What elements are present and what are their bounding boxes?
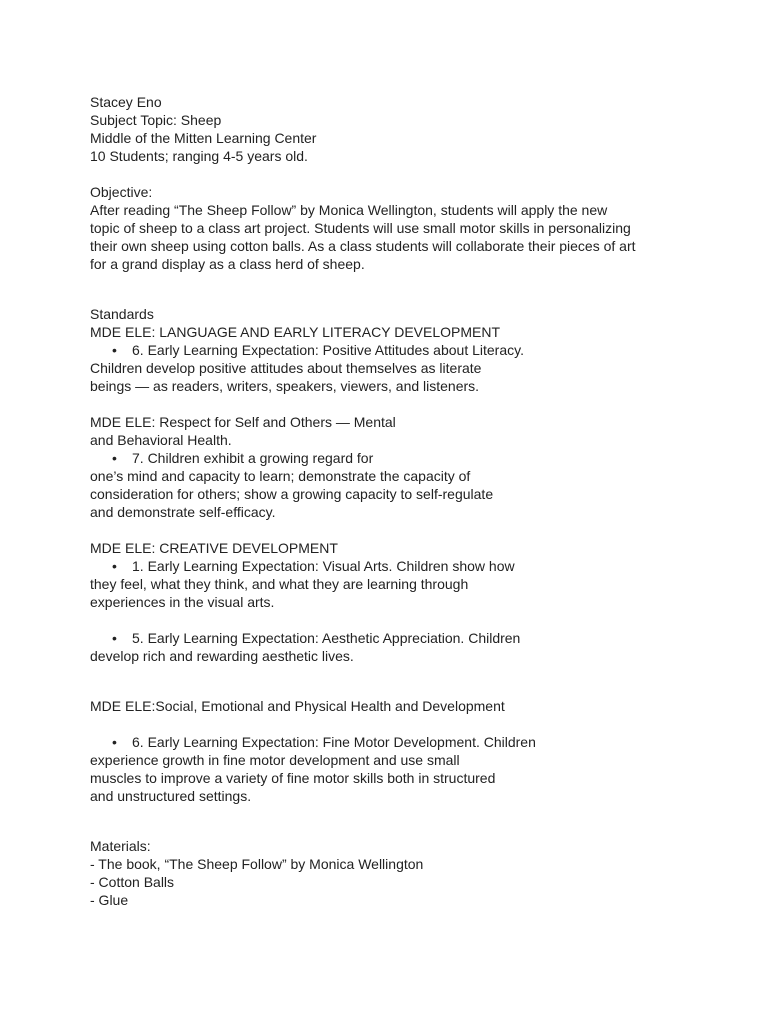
standard-line: and unstructured settings. (90, 788, 252, 804)
bullet-icon: • (112, 734, 117, 750)
subject-topic: Subject Topic: Sheep (90, 112, 222, 128)
materials-heading: Materials: (90, 838, 151, 854)
standard-group-title: MDE ELE: CREATIVE DEVELOPMENT (90, 540, 338, 556)
materials-item: - Glue (90, 892, 129, 908)
standard-line: they feel, what they think, and what they are learning through (90, 576, 469, 592)
standard-line: consideration for others; show a growing capacity to self-regulate (90, 486, 494, 502)
standard-line: develop rich and rewarding aesthetic lives. (90, 648, 354, 664)
objective-line: their own sheep using cotton balls. As a class students will collaborate their pieces of art (90, 238, 636, 254)
standard-bullet-text: 7. Children exhibit a growing regard for (132, 450, 374, 466)
standard-group-title: MDE ELE:Social, Emotional and Physical Health and Development (90, 698, 505, 714)
standard-line: beings — as readers, writers, speakers, viewers, and listeners. (90, 378, 480, 394)
standard-group-title: MDE ELE: Respect for Self and Others — Mental (90, 414, 396, 430)
standard-bullet-text: 6. Early Learning Expectation: Fine Motor Development. Children (132, 734, 536, 750)
standards-heading: Standards (90, 306, 154, 322)
standard-line: one’s mind and capacity to learn; demonstrate the capacity of (90, 468, 471, 484)
standard-line: Children develop positive attitudes about themselves as literate (90, 360, 482, 376)
standard-bullet (90, 733, 710, 751)
bullet-icon: • (112, 450, 117, 466)
standard-group-title: MDE ELE: LANGUAGE AND EARLY LITERACY DEVELOPMENT (90, 324, 501, 340)
objective-heading: Objective: (90, 184, 153, 200)
objective-line: for a grand display as a class herd of sheep. (90, 256, 365, 272)
bullet-icon: • (112, 342, 117, 358)
author-name: Stacey Eno (90, 94, 162, 110)
student-count: 10 Students; ranging 4-5 years old. (90, 148, 308, 164)
materials-item: - Cotton Balls (90, 874, 175, 890)
standard-bullet-text: 6. Early Learning Expectation: Positive Attitudes about Literacy. (132, 342, 524, 358)
materials-item: - The book, “The Sheep Follow” by Monica Wellington (90, 856, 424, 872)
bullet-icon: • (112, 558, 117, 574)
standard-line: muscles to improve a variety of fine motor skills both in structured (90, 770, 496, 786)
objective-line: After reading “The Sheep Follow” by Monica Wellington, students will apply the new (90, 202, 608, 218)
standard-bullet-text: 5. Early Learning Expectation: Aesthetic Appreciation. Children (132, 630, 521, 646)
standard-bullet (90, 629, 710, 647)
standard-bullet (90, 449, 710, 467)
objective-line: topic of sheep to a class art project. Students will use small motor skills in personalizing (90, 220, 631, 236)
standard-bullet-text: 1. Early Learning Expectation: Visual Arts. Children show how (132, 558, 515, 574)
standard-line: experience growth in fine motor development and use small (90, 752, 460, 768)
standard-bullet (90, 341, 710, 359)
standard-group-title: and Behavioral Health. (90, 432, 232, 448)
learning-center: Middle of the Mitten Learning Center (90, 130, 317, 146)
bullet-icon: • (112, 630, 117, 646)
standard-bullet (90, 557, 710, 575)
standard-line: experiences in the visual arts. (90, 594, 275, 610)
standard-line: and demonstrate self-efficacy. (90, 504, 276, 520)
document-page (90, 93, 710, 909)
